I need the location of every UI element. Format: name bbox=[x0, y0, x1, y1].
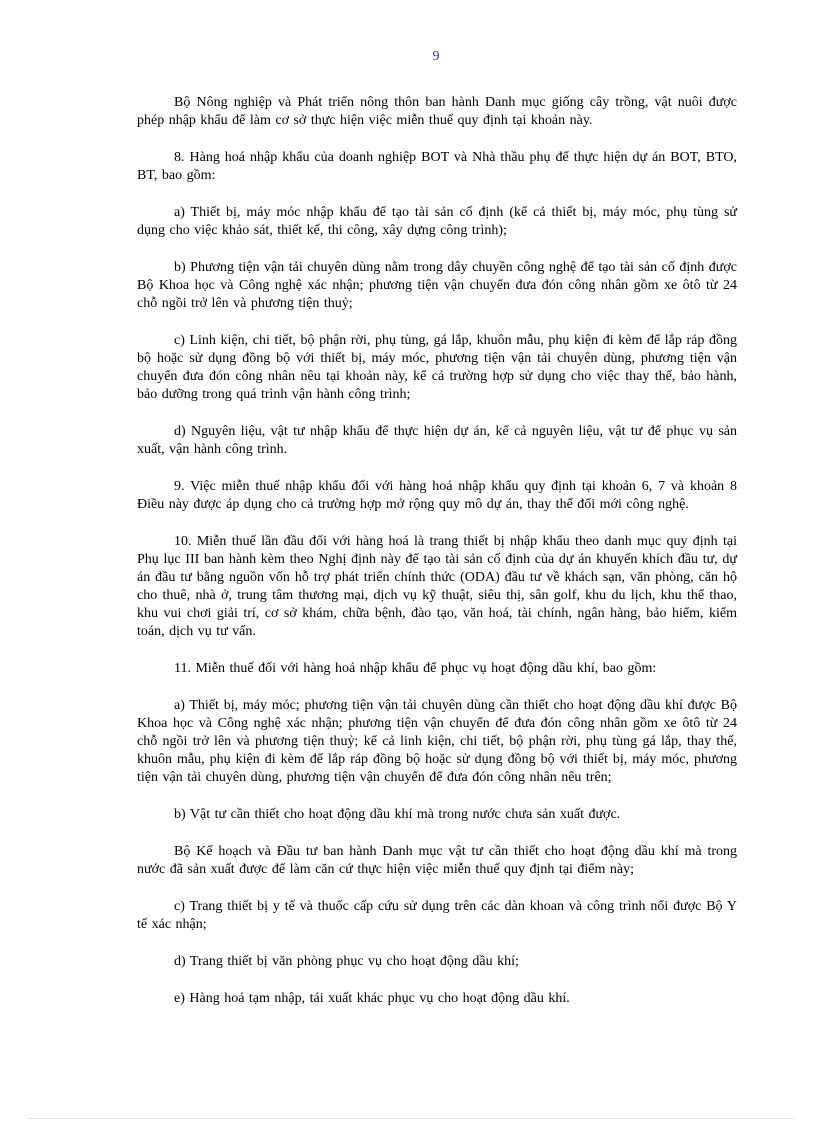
paragraph-15: e) Hàng hoá tạm nhập, tái xuất khác phục vụ cho hoạt động dầu khí. bbox=[174, 991, 570, 1006]
paragraph-7: 9. Việc miễn thuế nhập khẩu đối với hàng hoá nhập khẩu quy định tại khoản 6, 7 và khoản 8 Điều này được áp dụng cho cả trường hợp mở rộng quy mô dự án, thay thế đổi mới công nghệ. bbox=[137, 479, 737, 512]
paragraph-3: a) Thiết bị, máy móc nhập khẩu để tạo tài sản cố định (kể cả thiết bị, máy móc, phụ tùng sử dụng cho việc khảo sát, thiết kế, thi công, xây dựng công trình); bbox=[137, 205, 737, 238]
paragraph-9: 11. Miễn thuế đối với hàng hoá nhập khẩu để phục vụ hoạt động dầu khí, bao gồm: bbox=[174, 661, 657, 676]
paragraph-12: Bộ Kế hoạch và Đầu tư ban hành Danh mục vật tư cần thiết cho hoạt động dầu khí mà trong nước đã sản xuất được để làm căn cứ thực hiện việc miễn thuế quy định tại điểm này; bbox=[137, 844, 737, 877]
paragraph-5: c) Linh kiện, chi tiết, bộ phận rời, phụ tùng, gá lắp, khuôn mẫu, phụ kiện đi kèm để lắp ráp đồng bộ hoặc sử dụng đồng bộ với thiết bị, máy móc, phương tiện vận tải chuyên dùng, phương tiện vận chuyển đưa đón công nhân nêu tại khoản này, kể cả trường hợp sử dụng cho việc thay thế, bảo hành, bảo dưỡng trong quá trình vận hành công trình; bbox=[137, 333, 737, 402]
paragraph-1: Bộ Nông nghiệp và Phát triển nông thôn ban hành Danh mục giống cây trồng, vật nuôi được phép nhập khẩu để làm cơ sở thực hiện việc miễn thuế quy định tại khoản này. bbox=[137, 95, 737, 128]
paragraph-2: 8. Hàng hoá nhập khẩu của doanh nghiệp BOT và Nhà thầu phụ để thực hiện dự án BOT, BTO, BT, bao gồm: bbox=[137, 150, 737, 183]
paragraph-14: d) Trang thiết bị văn phòng phục vụ cho hoạt động dầu khí; bbox=[174, 954, 519, 969]
page-bottom-divider bbox=[28, 1118, 794, 1119]
paragraph-4: b) Phương tiện vận tải chuyên dùng nằm trong dây chuyền công nghệ để tạo tài sản cố định được Bộ Khoa học và Công nghệ xác nhận; phương tiện vận chuyển đưa đón công nhân gồm xe ôtô từ 24 chỗ ngồi trở lên và phương tiện thuỷ; bbox=[137, 260, 737, 311]
page-number: 9 bbox=[432, 49, 440, 64]
document-body bbox=[137, 94, 737, 1027]
paragraph-8: 10. Miễn thuế lần đầu đối với hàng hoá là trang thiết bị nhập khẩu theo danh mục quy định tại Phụ lục III ban hành kèm theo Nghị định này để tạo tài sản cố định của dự án khuyến khích đầu tư, dự án đầu tư bằng nguồn vốn hỗ trợ phát triển chính thức (ODA) đầu tư về khách sạn, văn phòng, căn hộ cho thuê, nhà ở, trung tâm thương mại, dịch vụ kỹ thuật, siêu thị, sân golf, khu du lịch, khu thể thao, khu vui chơi giải trí, cơ sở khám, chữa bệnh, đào tạo, văn hoá, tài chính, ngân hàng, bảo hiểm, kiểm toán, dịch vụ tư vấn. bbox=[137, 534, 737, 639]
paragraph-10: a) Thiết bị, máy móc; phương tiện vận tải chuyên dùng cần thiết cho hoạt động dầu khí được Bộ Khoa học và Công nghệ xác nhận; phương tiện vận chuyển để đưa đón công nhân gồm xe ôtô từ 24 chỗ ngồi trở lên và phương tiện thuỷ; kể cả linh kiện, chi tiết, bộ phận rời, phụ tùng gá lắp, thay thế, khuôn mẫu, phụ kiện đi kèm để lắp ráp đồng bộ hoặc sử dụng đồng bộ với thiết bị, máy móc, phương tiện vận tải chuyên dùng, phương tiện vận chuyển để đưa đón công nhân nêu trên; bbox=[137, 698, 737, 785]
paragraph-6: d) Nguyên liệu, vật tư nhập khẩu để thực hiện dự án, kể cả nguyên liệu, vật tư để phục vụ sản xuất, vận hành công trình. bbox=[137, 424, 737, 457]
paragraph-11: b) Vật tư cần thiết cho hoạt động dầu khí mà trong nước chưa sản xuất được. bbox=[174, 807, 621, 822]
paragraph-13: c) Trang thiết bị y tế và thuốc cấp cứu sử dụng trên các dàn khoan và công trình nổi được Bộ Y tế xác nhận; bbox=[137, 899, 737, 932]
